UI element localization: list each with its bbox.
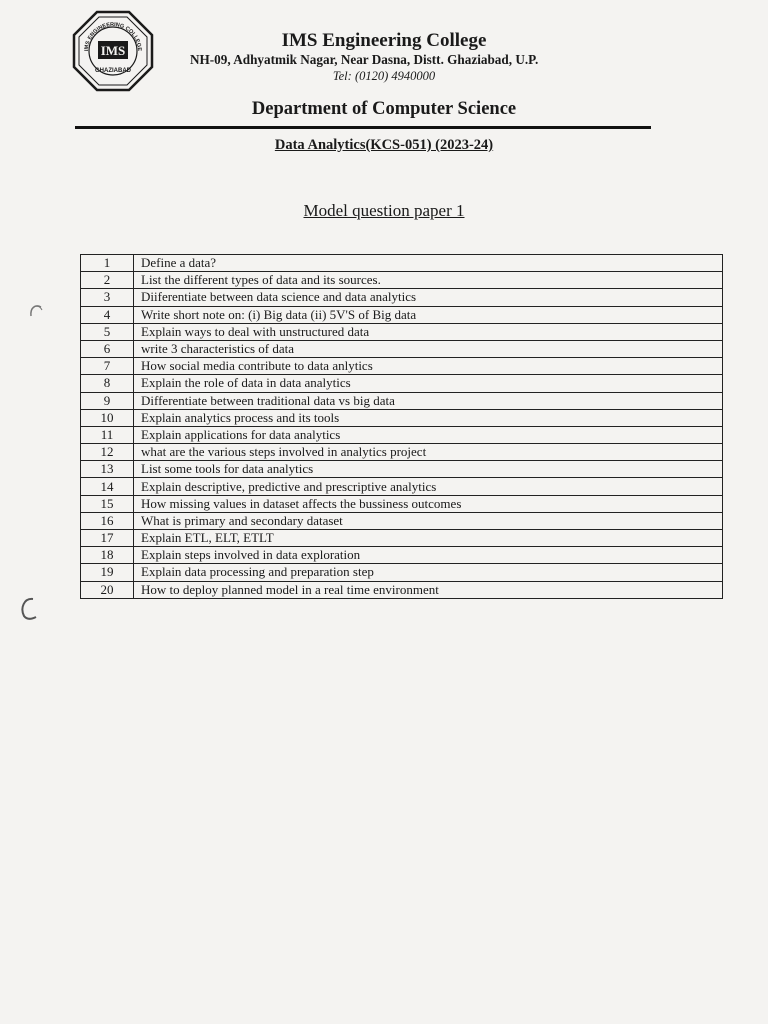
question-text: Explain descriptive, predictive and prescriptive analytics: [134, 478, 723, 495]
table-row: [81, 358, 723, 375]
table-row: [81, 426, 723, 443]
table-row: [81, 461, 723, 478]
question-text: List the different types of data and its sources.: [134, 272, 723, 289]
question-text: Define a data?: [134, 255, 723, 272]
question-number: 16: [81, 512, 134, 529]
question-number: 9: [81, 392, 134, 409]
question-number: 4: [81, 306, 134, 323]
question-number: 11: [81, 426, 134, 443]
header-divider: [75, 126, 651, 129]
question-number: 19: [81, 564, 134, 581]
table-row: [81, 289, 723, 306]
question-number: 15: [81, 495, 134, 512]
table-row: [81, 272, 723, 289]
seal-center-text: IMS: [100, 43, 126, 58]
question-number: 14: [81, 478, 134, 495]
question-number: 20: [81, 581, 134, 598]
table-row: [81, 581, 723, 598]
table-row: [81, 306, 723, 323]
college-address: NH-09, Adhyatmik Nagar, Near Dasna, Distt. Ghaziabad, U.P.: [190, 52, 539, 67]
question-text: what are the various steps involved in analytics project: [134, 444, 723, 461]
table-row: [81, 495, 723, 512]
question-number: 5: [81, 323, 134, 340]
table-row: [81, 530, 723, 547]
question-text: Explain the role of data in data analytics: [134, 375, 723, 392]
question-number: 2: [81, 272, 134, 289]
question-text: How missing values in dataset affects the bussiness outcomes: [134, 495, 723, 512]
seal-top-text: IMS ENGINEERING COLLEGE: [83, 21, 143, 52]
question-number: 3: [81, 289, 134, 306]
question-text: write 3 characteristics of data: [134, 340, 723, 357]
question-number: 12: [81, 444, 134, 461]
question-text: What is primary and secondary dataset: [134, 512, 723, 529]
question-text: Explain ETL, ELT, ETLT: [134, 530, 723, 547]
college-name-text: IMS Engineering College: [281, 30, 487, 51]
questions-table: [80, 254, 723, 599]
table-row: [81, 375, 723, 392]
question-text: Explain ways to deal with unstructured data: [134, 323, 723, 340]
question-text: Explain steps involved in data exploration: [134, 547, 723, 564]
college-name: [0, 30, 768, 52]
table-row: [81, 392, 723, 409]
question-text: How to deploy planned model in a real time environment: [134, 581, 723, 598]
table-row: [81, 512, 723, 529]
department-name: Department of Computer Science: [251, 99, 517, 119]
question-number: 1: [81, 255, 134, 272]
table-row: [81, 323, 723, 340]
table-row: [81, 255, 723, 272]
punch-mark-icon: [26, 302, 46, 322]
table-row: [81, 564, 723, 581]
table-row: [81, 340, 723, 357]
seal-bottom-text: GHAZIABAD: [95, 68, 131, 74]
table-row: [81, 444, 723, 461]
question-text: How social media contribute to data anlytics: [134, 358, 723, 375]
table-row: [81, 547, 723, 564]
college-telephone: Tel: (0120) 4940000: [332, 69, 436, 83]
question-number: 7: [81, 358, 134, 375]
question-number: 10: [81, 409, 134, 426]
question-number: 17: [81, 530, 134, 547]
question-text: Diiferentiate between data science and data analytics: [134, 289, 723, 306]
question-text: List some tools for data analytics: [134, 461, 723, 478]
question-text: Explain applications for data analytics: [134, 426, 723, 443]
question-number: 18: [81, 547, 134, 564]
question-number: 6: [81, 340, 134, 357]
paper-title: Model question paper 1: [303, 201, 465, 220]
question-text: Explain data processing and preparation step: [134, 564, 723, 581]
punch-mark-icon: [18, 596, 40, 622]
question-number: 8: [81, 375, 134, 392]
question-text: Write short note on: (i) Big data (ii) 5V'S of Big data: [134, 306, 723, 323]
question-number: 13: [81, 461, 134, 478]
table-row: [81, 409, 723, 426]
question-text: Differentiate between traditional data vs big data: [134, 392, 723, 409]
subject-title: Data Analytics(KCS-051) (2023-24): [274, 137, 494, 153]
question-text: Explain analytics process and its tools: [134, 409, 723, 426]
table-row: [81, 478, 723, 495]
